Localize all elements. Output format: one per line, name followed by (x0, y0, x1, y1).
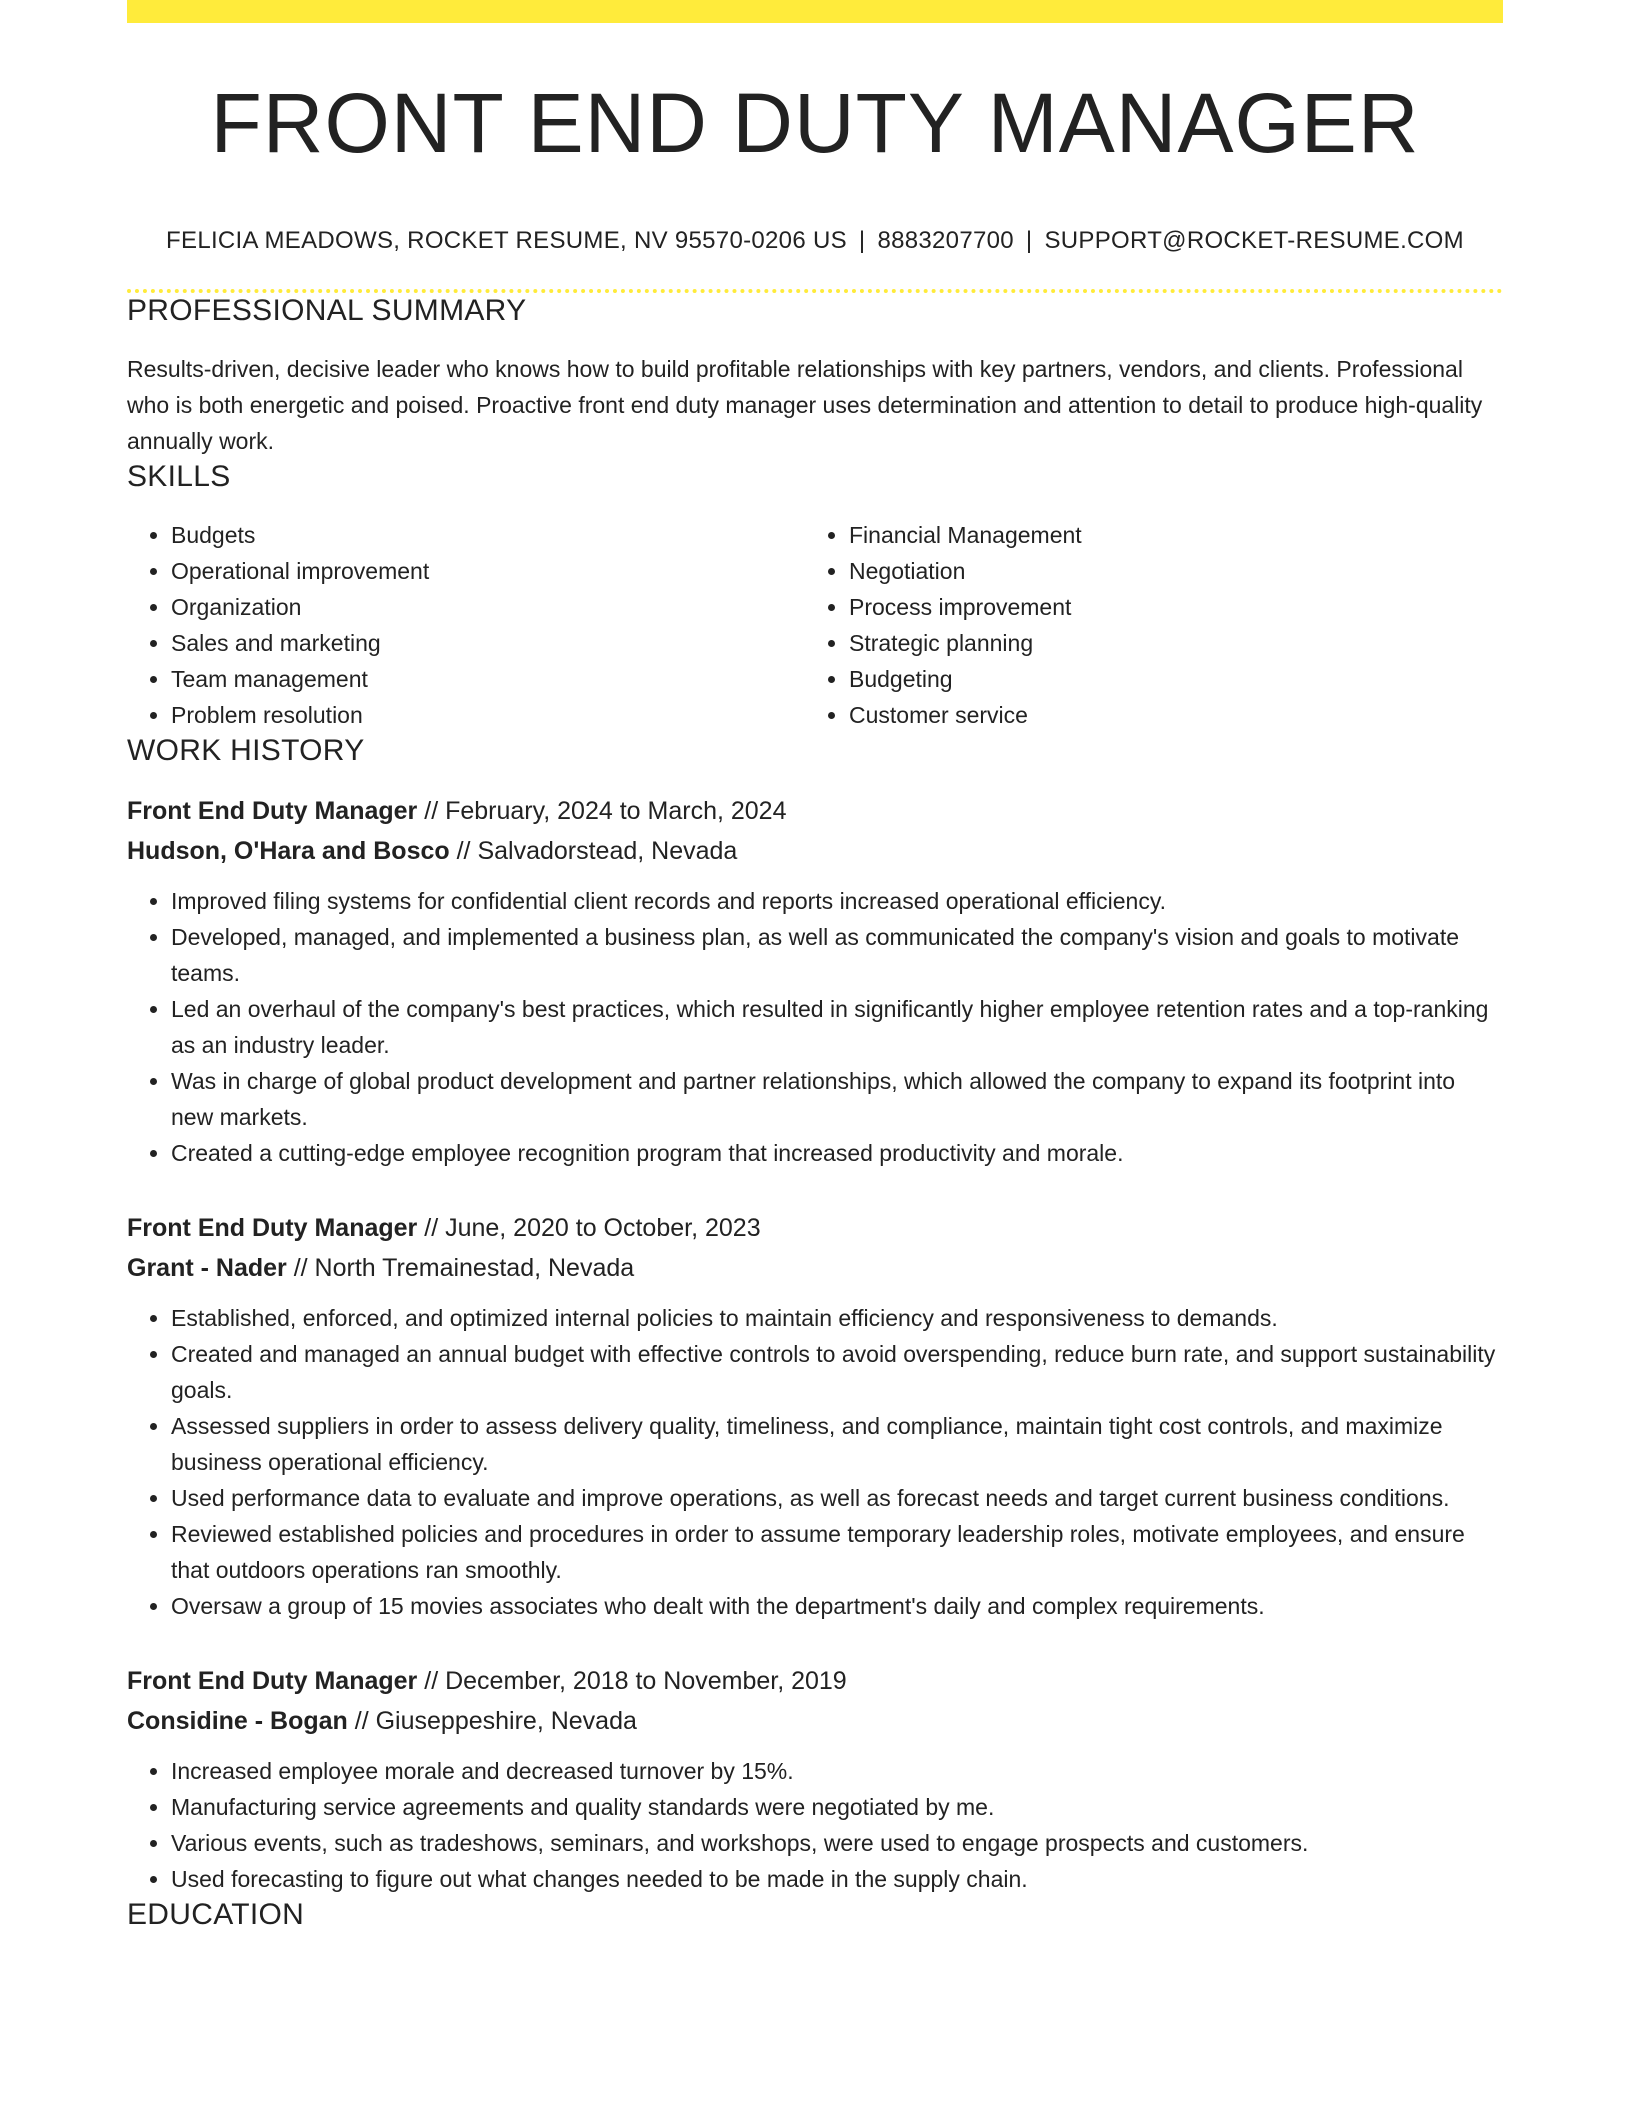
contact-address: FELICIA MEADOWS, ROCKET RESUME, NV 95570-0206 US (166, 227, 847, 254)
contact-line (127, 225, 1503, 256)
job-bullet: • Assessed suppliers in order to assess delivery quality, timeliness, and compliance, maintain tight cost controls, and maximize business operational efficiency. (171, 1408, 1503, 1480)
job-company: Grant - Nader (127, 1254, 287, 1283)
job-entry (127, 1661, 1503, 1897)
skills-heading: SKILLS (127, 460, 231, 494)
skill-item: • Budgeting (849, 661, 1503, 697)
job-company-line (127, 831, 1503, 871)
summary-heading: PROFESSIONAL SUMMARY (127, 294, 527, 328)
job-bullet: • Established, enforced, and optimized internal policies to maintain efficiency and responsiveness to demands. (171, 1300, 1503, 1336)
job-title-line (127, 791, 1503, 831)
education-heading: EDUCATION (127, 1898, 305, 1932)
job-entry (127, 1208, 1503, 1624)
skill-item: • Operational improvement (171, 553, 805, 589)
skill-item: • Problem resolution (171, 697, 805, 733)
job-location: // Giuseppeshire, Nevada (347, 1707, 637, 1736)
job-bullet: • Oversaw a group of 15 movies associates who dealt with the department's daily and complex requirements. (171, 1588, 1503, 1624)
skill-item: • Financial Management (849, 517, 1503, 553)
resume-page (127, 0, 1503, 1933)
job-bullet: • Used forecasting to figure out what changes needed to be made in the supply chain. (171, 1861, 1503, 1897)
skill-item: • Budgets (171, 517, 805, 553)
job-company-line (127, 1701, 1503, 1741)
job-bullet: • Manufacturing service agreements and quality standards were negotiated by me. (171, 1789, 1503, 1825)
job-company: Considine - Bogan (127, 1707, 348, 1736)
job-bullet: • Developed, managed, and implemented a business plan, as well as communicated the company's vision and goals to motivate teams. (171, 919, 1503, 991)
job-title-line (127, 1661, 1503, 1701)
job-dates: // December, 2018 to November, 2019 (417, 1667, 847, 1696)
skill-item: • Sales and marketing (171, 625, 805, 661)
skills-list-right (805, 517, 1503, 733)
job-dates: // June, 2020 to October, 2023 (417, 1214, 761, 1243)
resume-title: FRONT END DUTY MANAGER (210, 76, 1420, 170)
contact-email: SUPPORT@ROCKET-RESUME.COM (1044, 227, 1464, 254)
skill-item: • Organization (171, 589, 805, 625)
contact-separator: | (858, 227, 866, 254)
skill-item: • Process improvement (849, 589, 1503, 625)
job-title: Front End Duty Manager (127, 1667, 418, 1696)
job-title: Front End Duty Manager (127, 797, 418, 826)
job-location: // North Tremainestad, Nevada (286, 1254, 635, 1283)
summary-text: Results-driven, decisive leader who knows how to build profitable relationships with key partners, vendors, and clients. Professional who is both energetic and poised. Proactive front end duty manager uses determination and attention to detail to produce high-quality annually work. (127, 356, 1483, 455)
job-bullet: • Reviewed established policies and procedures in order to assume temporary leadership roles, motivate employees, and ensure that outdoors operations ran smoothly. (171, 1516, 1503, 1588)
skills-list-left (127, 517, 805, 733)
job-bullet: • Used performance data to evaluate and improve operations, as well as forecast needs and target current business conditions. (171, 1480, 1503, 1516)
skill-item: • Negotiation (849, 553, 1503, 589)
contact-phone: 8883207700 (877, 227, 1014, 254)
job-bullet: • Created and managed an annual budget with effective controls to avoid overspending, reduce burn rate, and support sustainability goals. (171, 1336, 1503, 1408)
job-bullet: • Was in charge of global product development and partner relationships, which allowed the company to expand its footprint into new markets. (171, 1063, 1503, 1135)
accent-bar (127, 0, 1503, 23)
job-bullet: • Led an overhaul of the company's best practices, which resulted in significantly higher employee retention rates and a top-ranking as an industry leader. (171, 991, 1503, 1063)
contact-separator: | (1025, 227, 1033, 254)
job-bullet: • Created a cutting-edge employee recognition program that increased productivity and morale. (171, 1135, 1503, 1171)
job-bullets (127, 1753, 1503, 1897)
work-history-heading: WORK HISTORY (127, 734, 365, 768)
job-company: Hudson, O'Hara and Bosco (127, 837, 450, 866)
job-entry (127, 791, 1503, 1171)
skill-item: • Customer service (849, 697, 1503, 733)
job-bullet: • Increased employee morale and decreased turnover by 15%. (171, 1753, 1503, 1789)
job-company-line (127, 1248, 1503, 1288)
job-bullets (127, 883, 1503, 1171)
job-title: Front End Duty Manager (127, 1214, 418, 1243)
job-dates: // February, 2024 to March, 2024 (417, 797, 787, 826)
skill-item: • Strategic planning (849, 625, 1503, 661)
job-title-line (127, 1208, 1503, 1248)
skills-grid (127, 517, 1503, 733)
job-bullets (127, 1300, 1503, 1624)
job-location: // Salvadorstead, Nevada (449, 837, 738, 866)
job-bullet: • Various events, such as tradeshows, seminars, and workshops, were used to engage prospects and customers. (171, 1825, 1503, 1861)
skill-item: • Team management (171, 661, 805, 697)
job-bullet: • Improved filing systems for confidential client records and reports increased operational efficiency. (171, 883, 1503, 919)
